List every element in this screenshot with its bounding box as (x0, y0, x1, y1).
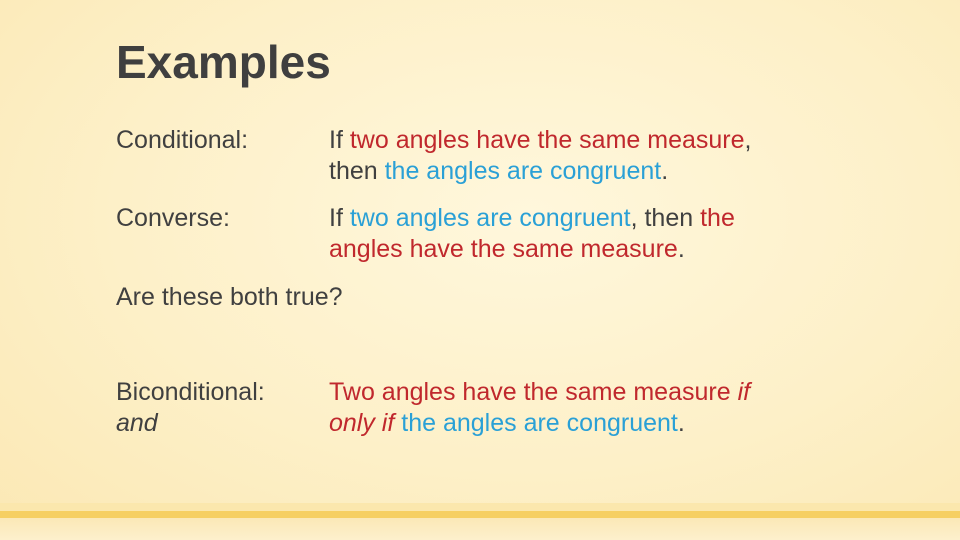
converse-hypothesis: two angles are congruent (349, 204, 631, 232)
biconditional-line-2 (329, 408, 829, 439)
converse-statement (329, 203, 829, 265)
bottom-band-light (0, 503, 960, 511)
converse-conclusion-end: angles have the same measure (329, 235, 678, 263)
biconditional-line-1 (329, 377, 829, 408)
conditional-conclusion: the angles are congruent (384, 157, 662, 185)
biconditional-label-block (116, 377, 316, 439)
question-text: Are these both true? (116, 283, 343, 311)
converse-if: If (329, 204, 350, 232)
converse-conclusion-start: the (700, 204, 735, 232)
conditional-then: then (329, 157, 385, 185)
conditional-if: If (329, 126, 350, 154)
conditional-hypothesis: two angles have the same measure (349, 126, 745, 154)
biconditional-label-and: and (116, 409, 158, 437)
biconditional-only-if: only if (329, 409, 402, 437)
bottom-band-accent (0, 511, 960, 518)
converse-period: . (677, 235, 685, 263)
slide-title: Examples (116, 36, 331, 88)
biconditional-conclusion: the angles are congruent (401, 409, 678, 437)
conditional-period: . (661, 157, 669, 185)
biconditional-statement (329, 377, 829, 439)
conditional-line-2 (329, 156, 829, 187)
biconditional-label: Biconditional: (116, 378, 265, 406)
biconditional-row (116, 377, 856, 441)
conditional-label: Conditional: (116, 126, 249, 154)
converse-label: Converse: (116, 204, 230, 232)
conditional-line-1 (329, 125, 829, 156)
biconditional-statement-start: Two angles have the same measure (329, 378, 738, 406)
converse-line-2 (329, 234, 829, 265)
converse-row (116, 203, 856, 267)
biconditional-if: if (737, 378, 751, 406)
converse-line-1 (329, 203, 829, 234)
conditional-statement (329, 125, 829, 187)
bottom-band-base (0, 518, 960, 540)
converse-comma-then: , then (630, 204, 701, 232)
question-row (116, 282, 856, 314)
conditional-row (116, 125, 856, 189)
biconditional-period: . (677, 409, 685, 437)
conditional-comma: , (744, 126, 752, 154)
